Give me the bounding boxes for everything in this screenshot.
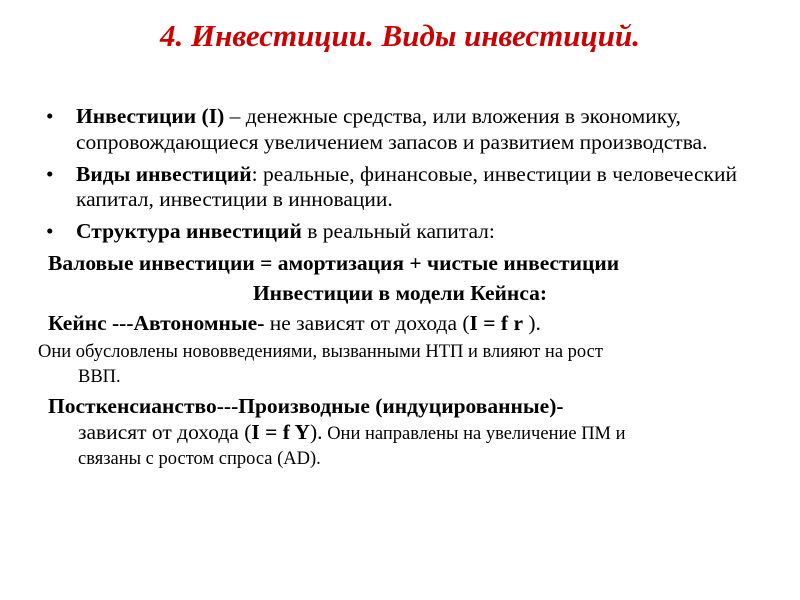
post-end: ).: [310, 420, 323, 445]
post-keynesian-line: [48, 394, 770, 420]
bullet-term: Структура инвестиций: [76, 219, 302, 244]
slide-title: 4. Инвестиции. Виды инвестиций.: [160, 18, 640, 53]
bullet-investment-types: [46, 161, 760, 214]
bullet-term: Виды инвестиций: [76, 161, 252, 186]
bullet-term: Инвестиции (I): [76, 104, 225, 128]
bullet-investments-definition: [46, 104, 760, 156]
post-formula: I = f Y: [251, 420, 311, 445]
post-keynesian-line-3: связаны с ростом спроса (AD).: [78, 449, 321, 470]
gross-investment-formula: [48, 251, 770, 277]
keynes-heading: [0, 281, 800, 307]
bullet-dot: •: [46, 161, 54, 186]
keynes-text: не зависят от дохода (: [264, 310, 470, 335]
bullet-investment-structure: [46, 219, 760, 245]
keynes-autonomous-line: [48, 311, 770, 337]
gross-formula-text: Валовые инвестиции = амортизация + чистые инвестиции: [48, 250, 620, 275]
keynes-end: ).: [523, 310, 541, 335]
post-keynesian-term: Посткенсианство---Производные (индуцированные)-: [48, 394, 564, 419]
post-text: зависят от дохода (: [78, 420, 252, 445]
bullet-text: : реальные, финансовые, инвестиции в человеческий капитал, инвестиции в инновации.: [76, 161, 737, 212]
keynes-formula: I = f r: [469, 310, 523, 335]
keynes-heading-text: Инвестиции в модели Кейнса:: [252, 280, 548, 305]
bullet-text: в реальный капитал:: [301, 219, 495, 244]
bullet-text: – денежные средства, или вложения в экономику, сопровождающиеся увеличением запасов и развитием производства.: [76, 104, 708, 154]
keynes-note-line-2: ВВП.: [78, 367, 121, 388]
bullet-dot: •: [46, 219, 54, 244]
keynes-term: Кейнс ---Автономные-: [48, 310, 265, 335]
slide-content: [0, 104, 800, 472]
bullet-dot: •: [46, 104, 54, 128]
post-note: Они направлены на увеличение ПМ и: [322, 424, 626, 445]
post-keynesian-line-2: [78, 420, 800, 447]
keynes-note-line-1: Они обусловлены нововведениями, вызванными НТП и влияют на рост: [38, 342, 603, 363]
